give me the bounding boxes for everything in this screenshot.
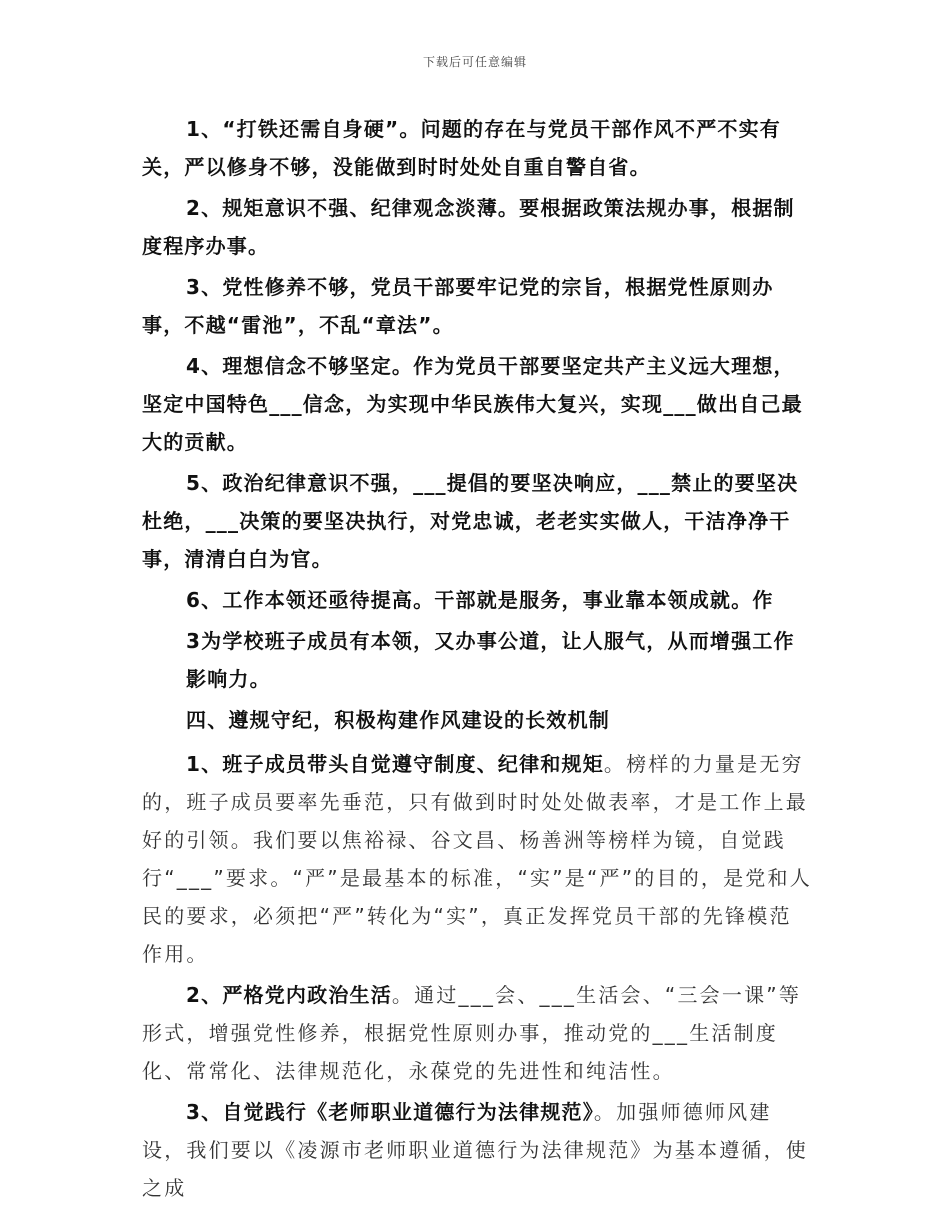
item-3-body: 。加强师德师风建设，我们要以《凌源市老师职业道德行为法律规范》为基本遵循，使之成 — [142, 1100, 808, 1200]
item-1-lead: 1、班子成员带头自觉遵守制度、纪律和规矩 — [186, 752, 604, 776]
paragraph-2: 2、规矩意识不强、纪律观念淡薄。要根据政策法规办事，根据制度程序办事。 — [142, 196, 795, 258]
item-3-lead: 3、自觉践行《老师职业道德行为法律规范》 — [186, 1100, 594, 1124]
paragraph-1: 1、“打铁还需自身硬”。问题的存在与党员干部作风不严不实有关，严以修身不够，没能做到时时处处自重自警自省。 — [142, 117, 782, 179]
paragraph-7: 3为学校班子成员有本领，又办事公道，让人服气，从而增强工作影响力。 — [186, 629, 795, 691]
section-four-heading: 四、遵规守纪，积极构建作风建设的长效机制 — [186, 708, 610, 732]
section-four-item-2 — [142, 976, 812, 1090]
page-header-note: 下载后可任意编辑 — [422, 55, 527, 69]
item-2-lead: 2、严格党内政治生活 — [186, 983, 392, 1007]
section-four-item-1 — [142, 745, 812, 973]
section-four-item-3 — [142, 1093, 812, 1207]
document-body — [142, 110, 812, 1210]
paragraph-6: 6、工作本领还亟待提高。干部就是服务，事业靠本领成就。作 — [186, 588, 774, 612]
paragraph-3: 3、党性修养不够，党员干部要牢记党的宗旨，根据党性原则办事，不越“雷池”，不乱“章法”。 — [142, 275, 774, 337]
item-2-body: 。通过___会、___生活会、“三会一课”等形式，增强党性修养，根据党性原则办事，推动党的___生活制度化、常常化、法律规范化，永葆党的先进性和纯洁性。 — [142, 983, 802, 1083]
item-1-body: 。榜样的力量是无穷的，班子成员要率先垂范，只有做到时时处处做表率，才是工作上最好的引领。我们要以焦裕禄、谷文昌、杨善洲等榜样为镜，自觉践行“___”要求。“严”是最基本的标准，“实”是“严”的目的，是党和人民的要求，必须把“严”转化为“实”，真正发挥党员干部的先锋模范作用。 — [142, 752, 812, 966]
paragraph-4: 4、理想信念不够坚定。作为党员干部要坚定共产主义远大理想，坚定中国特色___信念，为实现中华民族伟大复兴，实现___做出自己最大的贡献。 — [142, 354, 803, 454]
paragraph-5: 5、政治纪律意识不强，___提倡的要坚决响应，___禁止的要坚决杜绝，___决策的要坚决执行，对党忠诚，老老实实做人，干洁净净干事，清清白白为官。 — [142, 471, 799, 571]
